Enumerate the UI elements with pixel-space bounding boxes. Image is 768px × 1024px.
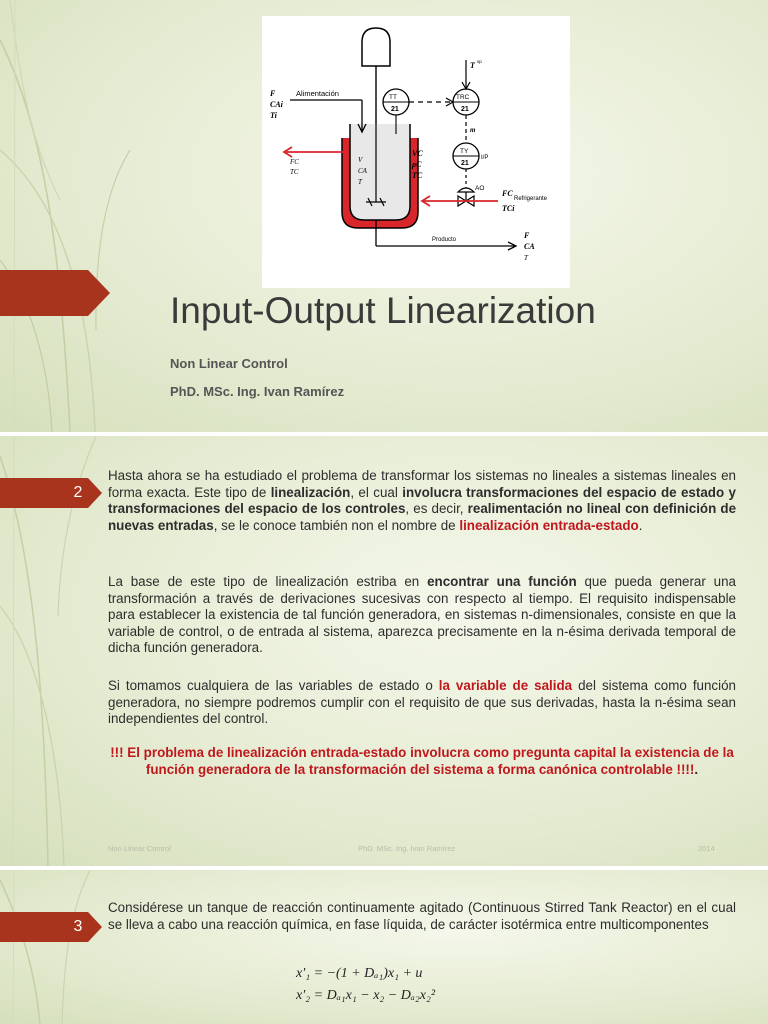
svg-text:m: m bbox=[470, 126, 476, 134]
svg-text:F: F bbox=[524, 231, 530, 240]
svg-text:TRC: TRC bbox=[456, 94, 470, 101]
slide-number-marker bbox=[0, 912, 104, 942]
key-statement: !!! El problema de linealización entrada-estado involucra como pregunta capital la existencia de la función generadora de la transformación del sistema a forma canónica controlable !!!!. bbox=[110, 745, 734, 777]
svg-text:F: F bbox=[270, 89, 276, 98]
footer-left: Non Linear Control bbox=[108, 844, 171, 853]
footer-center: PhD. MSc. Ing. Ivan Ramírez bbox=[358, 844, 456, 853]
cstr-diagram-svg bbox=[262, 16, 570, 288]
content-slide-3 bbox=[0, 870, 768, 1024]
svg-text:TC: TC bbox=[412, 171, 423, 180]
svg-text:TCi: TCi bbox=[502, 204, 515, 213]
svg-text:T: T bbox=[470, 61, 475, 70]
svg-text:TC: TC bbox=[290, 168, 299, 176]
equation-1: x′₁ = −(1 + Dₐ₁)x₁ + u bbox=[296, 966, 423, 981]
svg-text:VC: VC bbox=[412, 149, 423, 158]
equation-2: x′₂ = Dₐ₁x₁ − x₂ − Dₐ₂x₂² bbox=[296, 988, 436, 1003]
svg-text:FC: FC bbox=[502, 189, 513, 198]
slide-marker bbox=[0, 270, 112, 316]
slide-number: 3 bbox=[73, 918, 83, 935]
author-name: PhD. MSc. Ing. Ivan Ramírez bbox=[170, 384, 345, 399]
svg-text:TY: TY bbox=[460, 148, 469, 155]
footer-right: 2014 bbox=[698, 844, 715, 853]
svg-text:AO: AO bbox=[475, 185, 485, 192]
course-name: Non Linear Control bbox=[170, 356, 288, 371]
title-slide bbox=[0, 0, 768, 432]
slide-number-marker bbox=[0, 478, 104, 508]
svg-text:ρC: ρC bbox=[412, 160, 422, 169]
content-slide-2 bbox=[0, 436, 768, 866]
svg-text:FC: FC bbox=[290, 158, 299, 166]
paragraph-1: Hasta ahora se ha estudiado el problema de transformar los sistemas no lineales a sistemas lineales en forma exacta. Este tipo de linealización, el cual involucra transformaciones del espacio de estado y transformaciones del espacio de los controles, es decir, realimentación no lineal con definición de nuevas entradas, se le conoce también non el nombre de linealización entrada-estado. bbox=[108, 468, 737, 533]
svg-text:I/P: I/P bbox=[481, 155, 489, 161]
feed-label: Alimentación bbox=[296, 89, 339, 98]
svg-text:sp: sp bbox=[477, 59, 482, 64]
svg-text:Refrigerante: Refrigerante bbox=[514, 196, 548, 202]
svg-text:21: 21 bbox=[461, 160, 469, 167]
decorative-leaves bbox=[0, 870, 110, 1024]
svg-text:V: V bbox=[358, 156, 363, 164]
paragraph-3: Si tomamos cualquiera de las variables de estado o la variable de salida del sistema como función generadora, no siempre podremos cumplir con el requisito de que sus derivadas, hasta la n-ésima sean independientes del control. bbox=[108, 678, 736, 726]
svg-text:21: 21 bbox=[391, 106, 399, 113]
paragraph-intro: Considérese un tanque de reacción continuamente agitado (Continuous Stirred Tank Reactor) en el cual se lleva a cabo una reacción química, en fase líquida, de carácter isotérmica entre multicomponentes bbox=[108, 900, 736, 932]
svg-text:T: T bbox=[524, 254, 528, 262]
svg-text:CA: CA bbox=[358, 167, 367, 175]
svg-text:CA: CA bbox=[524, 242, 535, 251]
slide-title: Input-Output Linearization bbox=[170, 290, 596, 331]
svg-text:CAi: CAi bbox=[270, 100, 283, 109]
cstr-process-diagram bbox=[262, 16, 570, 288]
svg-text:21: 21 bbox=[461, 106, 469, 113]
svg-text:Ti: Ti bbox=[270, 111, 277, 120]
paragraph-2: La base de este tipo de linealización estriba en encontrar una función que pueda generar una transformación a través de derivaciones sucesivas con respecto al tiempo. El requisito indispensable para establecer la existencia de tal función generadora, en sistemas n-dimensionales, consiste en que la variable de control, o de entrada al sistema, aparezca precisamente en la n-ésima derivada temporal de dicha función generadora. bbox=[108, 574, 736, 655]
svg-text:Producto: Producto bbox=[432, 237, 457, 243]
svg-text:T: T bbox=[358, 178, 362, 186]
slide-number: 2 bbox=[73, 484, 83, 501]
svg-text:TT: TT bbox=[389, 94, 397, 101]
